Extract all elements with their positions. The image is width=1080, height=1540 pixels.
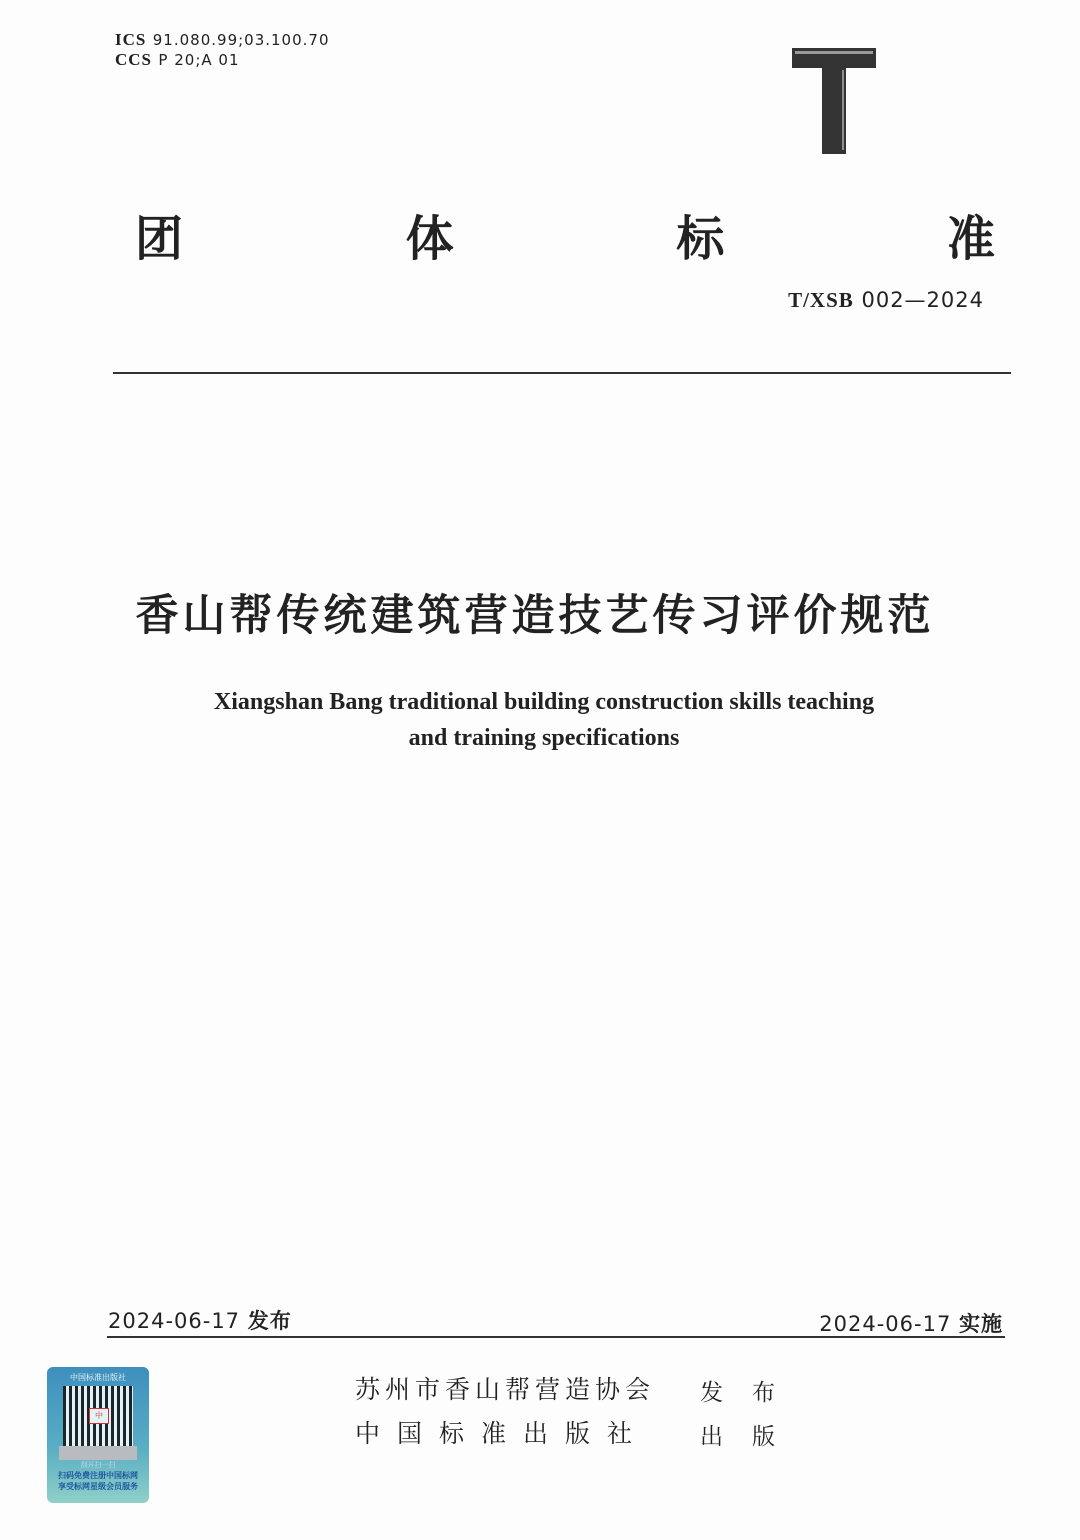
standard-number	[788, 288, 984, 313]
publisher-action	[700, 1374, 804, 1407]
bottom-divider	[107, 1336, 1005, 1338]
heading-char: 标	[676, 211, 725, 267]
action-char: 版	[752, 1424, 775, 1450]
top-divider	[113, 372, 1011, 374]
issue-date	[108, 1305, 292, 1335]
sticker-scratch-hint: 刮开扫一扫	[80, 1461, 116, 1469]
title-english-line: Xiangshan Bang traditional building construction skills teaching	[213, 689, 875, 715]
publisher-press: 中国标准出版社	[355, 1419, 650, 1448]
action-char: 布	[752, 1380, 775, 1406]
action-char: 出	[700, 1424, 723, 1450]
scratch-area	[59, 1446, 137, 1460]
classification-codes	[115, 30, 330, 70]
standard-code: 002—2024	[861, 288, 984, 312]
publisher-issuer: 苏州市香山帮营造协会	[355, 1375, 656, 1404]
issue-date-value: 2024-06-17	[108, 1309, 241, 1333]
anti-counterfeit-qr-sticker[interactable]	[47, 1367, 149, 1503]
publisher-action	[700, 1418, 804, 1451]
t-standard-logo	[792, 48, 876, 154]
sticker-publisher: 中国标准出版社	[70, 1373, 126, 1382]
issue-label: 发布	[247, 1309, 292, 1333]
action-char: 发	[700, 1380, 723, 1406]
effective-date-value: 2024-06-17	[819, 1312, 952, 1336]
standard-prefix: T/XSB	[788, 288, 854, 312]
heading-char: 准	[946, 211, 995, 267]
heading-char: 体	[405, 211, 454, 267]
ccs-value: P 20;A 01	[158, 51, 240, 69]
effective-date	[819, 1308, 1003, 1338]
title-english-line: and training specifications	[408, 725, 680, 751]
qr-code-icon[interactable]	[63, 1386, 133, 1446]
ics-label: ICS	[115, 30, 147, 49]
title-english	[0, 684, 1080, 756]
publisher-mark-icon: 中	[89, 1408, 109, 1424]
ccs-label: CCS	[115, 50, 153, 69]
heading-char: 团	[135, 211, 184, 267]
effective-label: 实施	[959, 1312, 1003, 1336]
sticker-line: 扫码免费注册中国标网	[58, 1471, 138, 1480]
ics-value: 91.080.99;03.100.70	[152, 31, 330, 49]
group-standard-heading	[135, 200, 995, 269]
title-chinese: 香山帮传统建筑营造技艺传习评价规范	[135, 591, 935, 641]
sticker-line: 享受标网星级会员服务	[58, 1482, 138, 1491]
